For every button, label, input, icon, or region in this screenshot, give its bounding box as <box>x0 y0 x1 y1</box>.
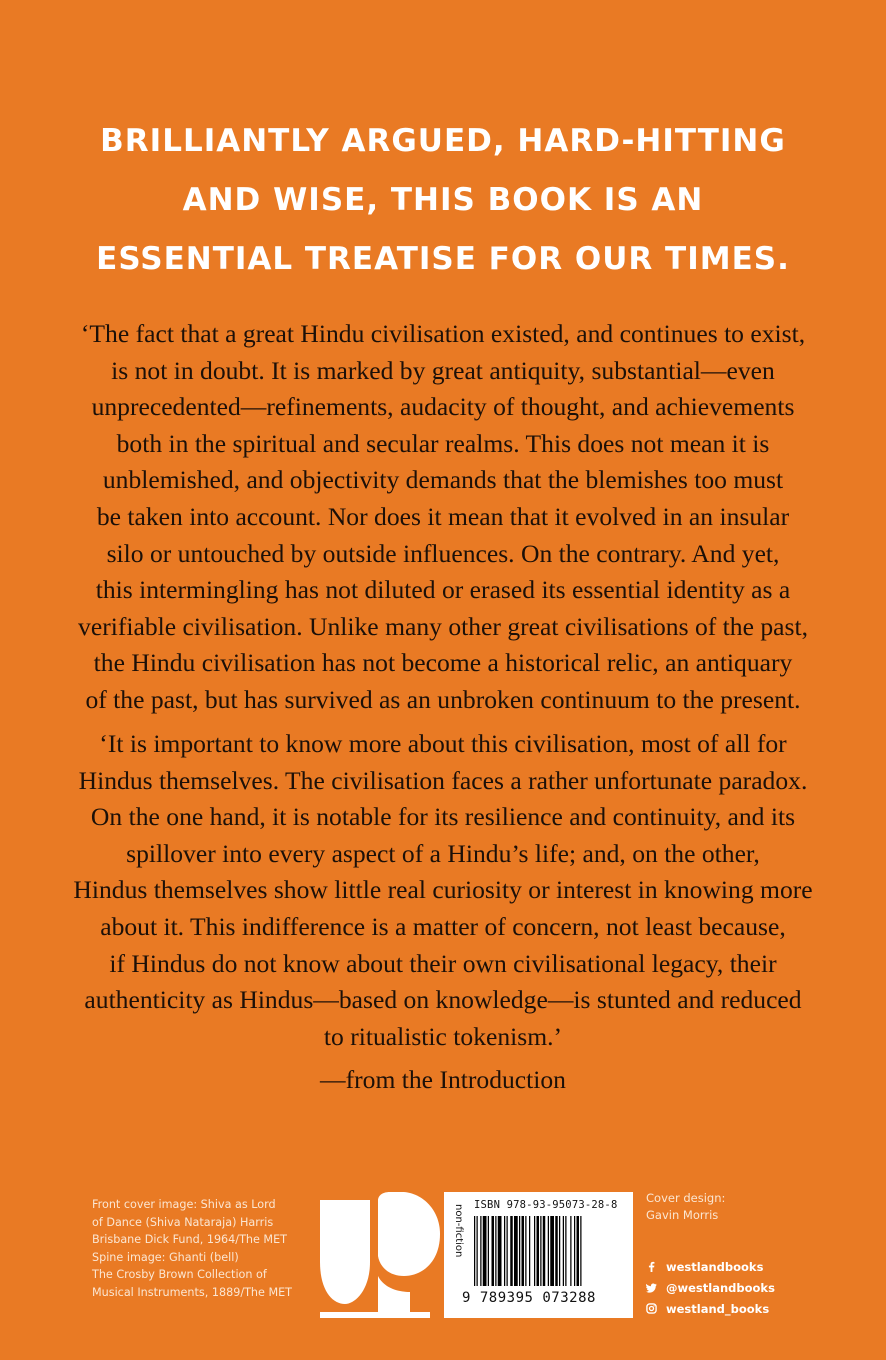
category-label: non-fiction <box>453 1204 464 1258</box>
barcode-bar <box>488 1216 489 1286</box>
design-credit-name: Gavin Morris <box>646 1208 719 1222</box>
excerpt-line: about it. This indifference is a matter of concern, not least because, <box>100 911 786 941</box>
barcode-bar <box>510 1216 513 1286</box>
excerpt-line: spillover into every aspect of a Hindu’s life; and, on the other, <box>126 838 760 868</box>
credit-line: Musical Instruments, 1889/The MET <box>92 1285 293 1299</box>
headline-line: ESSENTIAL TREATISE FOR OUR TIMES. <box>96 241 790 277</box>
barcode-bar <box>577 1216 580 1286</box>
barcode-bar <box>492 1216 495 1286</box>
excerpt-line: this intermingling has not diluted or erased its essential identity as a <box>95 575 791 605</box>
twitter-icon <box>646 1282 657 1293</box>
barcode-bar <box>559 1216 560 1286</box>
barcode-bar <box>495 1216 496 1286</box>
excerpt-paragraph-1 <box>70 316 816 719</box>
barcode-number: 9 789395 073288 <box>462 1290 596 1306</box>
barcode-bar <box>555 1216 558 1286</box>
excerpt-line: Hindus themselves show little real curiosity or interest in knowing more <box>73 875 813 905</box>
barcode-bar <box>474 1216 475 1286</box>
barcode-bar <box>537 1216 540 1286</box>
barcode-bar <box>498 1216 502 1286</box>
excerpt-paragraph-2 <box>70 726 816 1055</box>
headline <box>60 112 826 289</box>
excerpt-line: is not in doubt. It is marked by great antiquity, substantial—even <box>111 355 775 385</box>
barcode-bar <box>522 1216 525 1286</box>
excerpt-line: be taken into account. Nor does it mean that it evolved in an insular <box>96 501 790 531</box>
barcode-bar <box>543 1216 546 1286</box>
headline-line: AND WISE, THIS BOOK IS AN <box>182 182 704 218</box>
barcode-bar <box>483 1216 487 1286</box>
design-credit-label: Cover design: <box>646 1191 726 1205</box>
instagram-icon <box>646 1303 657 1314</box>
excerpt-attribution: —from the Introduction <box>320 1065 566 1094</box>
barcode-bar <box>514 1216 518 1286</box>
social-twitter[interactable] <box>646 1277 775 1298</box>
image-credits <box>92 1196 322 1302</box>
social-links <box>646 1256 775 1319</box>
excerpt-line: both in the spiritual and secular realms. This does not mean it is <box>116 428 770 458</box>
barcode-bar <box>507 1216 508 1286</box>
barcode-bar <box>563 1216 564 1286</box>
social-instagram[interactable] <box>646 1298 775 1319</box>
excerpt-line: to ritualistic tokenism.’ <box>323 1021 563 1051</box>
barcode-bar <box>504 1216 505 1286</box>
barcode-bar <box>565 1216 566 1286</box>
social-facebook[interactable] <box>646 1256 775 1277</box>
design-credit <box>646 1190 725 1224</box>
social-handle: westlandbooks <box>666 1259 764 1274</box>
excerpt-line: unprecedented—refinements, audacity of thought, and achievements <box>91 392 795 422</box>
excerpt-line: unblemished, and objectivity demands that the blemishes too must <box>102 465 784 495</box>
excerpt-line: ‘The fact that a great Hindu civilisation existed, and continues to exist, <box>80 319 806 348</box>
excerpt-line: Hindus themselves. The civilisation faces a rather unfortunate paradox. <box>78 765 808 795</box>
excerpt-line: authenticity as Hindus—based on knowledge—is stunted and reduced <box>84 985 802 1015</box>
excerpt-line: verifiable civilisation. Unlike many other great civilisations of the past, <box>78 611 808 641</box>
excerpt-line: ‘It is important to know more about this civilisation, most of all for <box>99 729 787 758</box>
barcode-bar <box>540 1216 541 1286</box>
excerpt-line: silo or untouched by outside influences. On the contrary. And yet, <box>106 538 780 568</box>
excerpt-line: the Hindu civilisation has not become a historical relic, an antiquary <box>93 648 793 678</box>
barcode-bars-icon <box>474 1216 628 1286</box>
barcode-bar <box>574 1216 575 1286</box>
barcode-bar <box>519 1216 520 1286</box>
social-handle: westland_books <box>666 1301 770 1316</box>
excerpt-line: if Hindus do not know about their own civilisational legacy, their <box>109 948 777 978</box>
barcode-bar <box>548 1216 549 1286</box>
publisher-logo-icon <box>320 1192 440 1318</box>
headline-line: BRILLIANTLY ARGUED, HARD-HITTING <box>100 123 786 159</box>
credit-line: Spine image: Ghanti (bell) <box>92 1250 239 1264</box>
barcode-bar <box>570 1216 571 1286</box>
barcode-bar <box>534 1216 535 1286</box>
excerpt-line: On the one hand, it is notable for its resilience and continuity, and its <box>90 802 796 832</box>
isbn-text: ISBN 978-93-95073-28-8 <box>474 1199 618 1211</box>
facebook-icon <box>646 1261 657 1272</box>
credit-line: of Dance (Shiva Nataraja) Harris <box>92 1215 274 1229</box>
barcode-bar <box>525 1216 526 1286</box>
excerpt-line: of the past, but has survived as an unbroken continuum to the present. <box>85 684 801 714</box>
barcode-bar <box>480 1216 481 1286</box>
barcode-bar <box>477 1216 478 1286</box>
social-handle: @westlandbooks <box>666 1280 775 1295</box>
credit-line: The Crosby Brown Collection of <box>92 1268 267 1282</box>
barcode-bar <box>529 1216 530 1286</box>
barcode-bar <box>580 1216 581 1286</box>
credit-line: Brisbane Dick Fund, 1964/The MET <box>92 1233 287 1247</box>
credit-line: Front cover image: Shiva as Lord <box>92 1198 276 1211</box>
barcode-bar <box>550 1216 554 1286</box>
